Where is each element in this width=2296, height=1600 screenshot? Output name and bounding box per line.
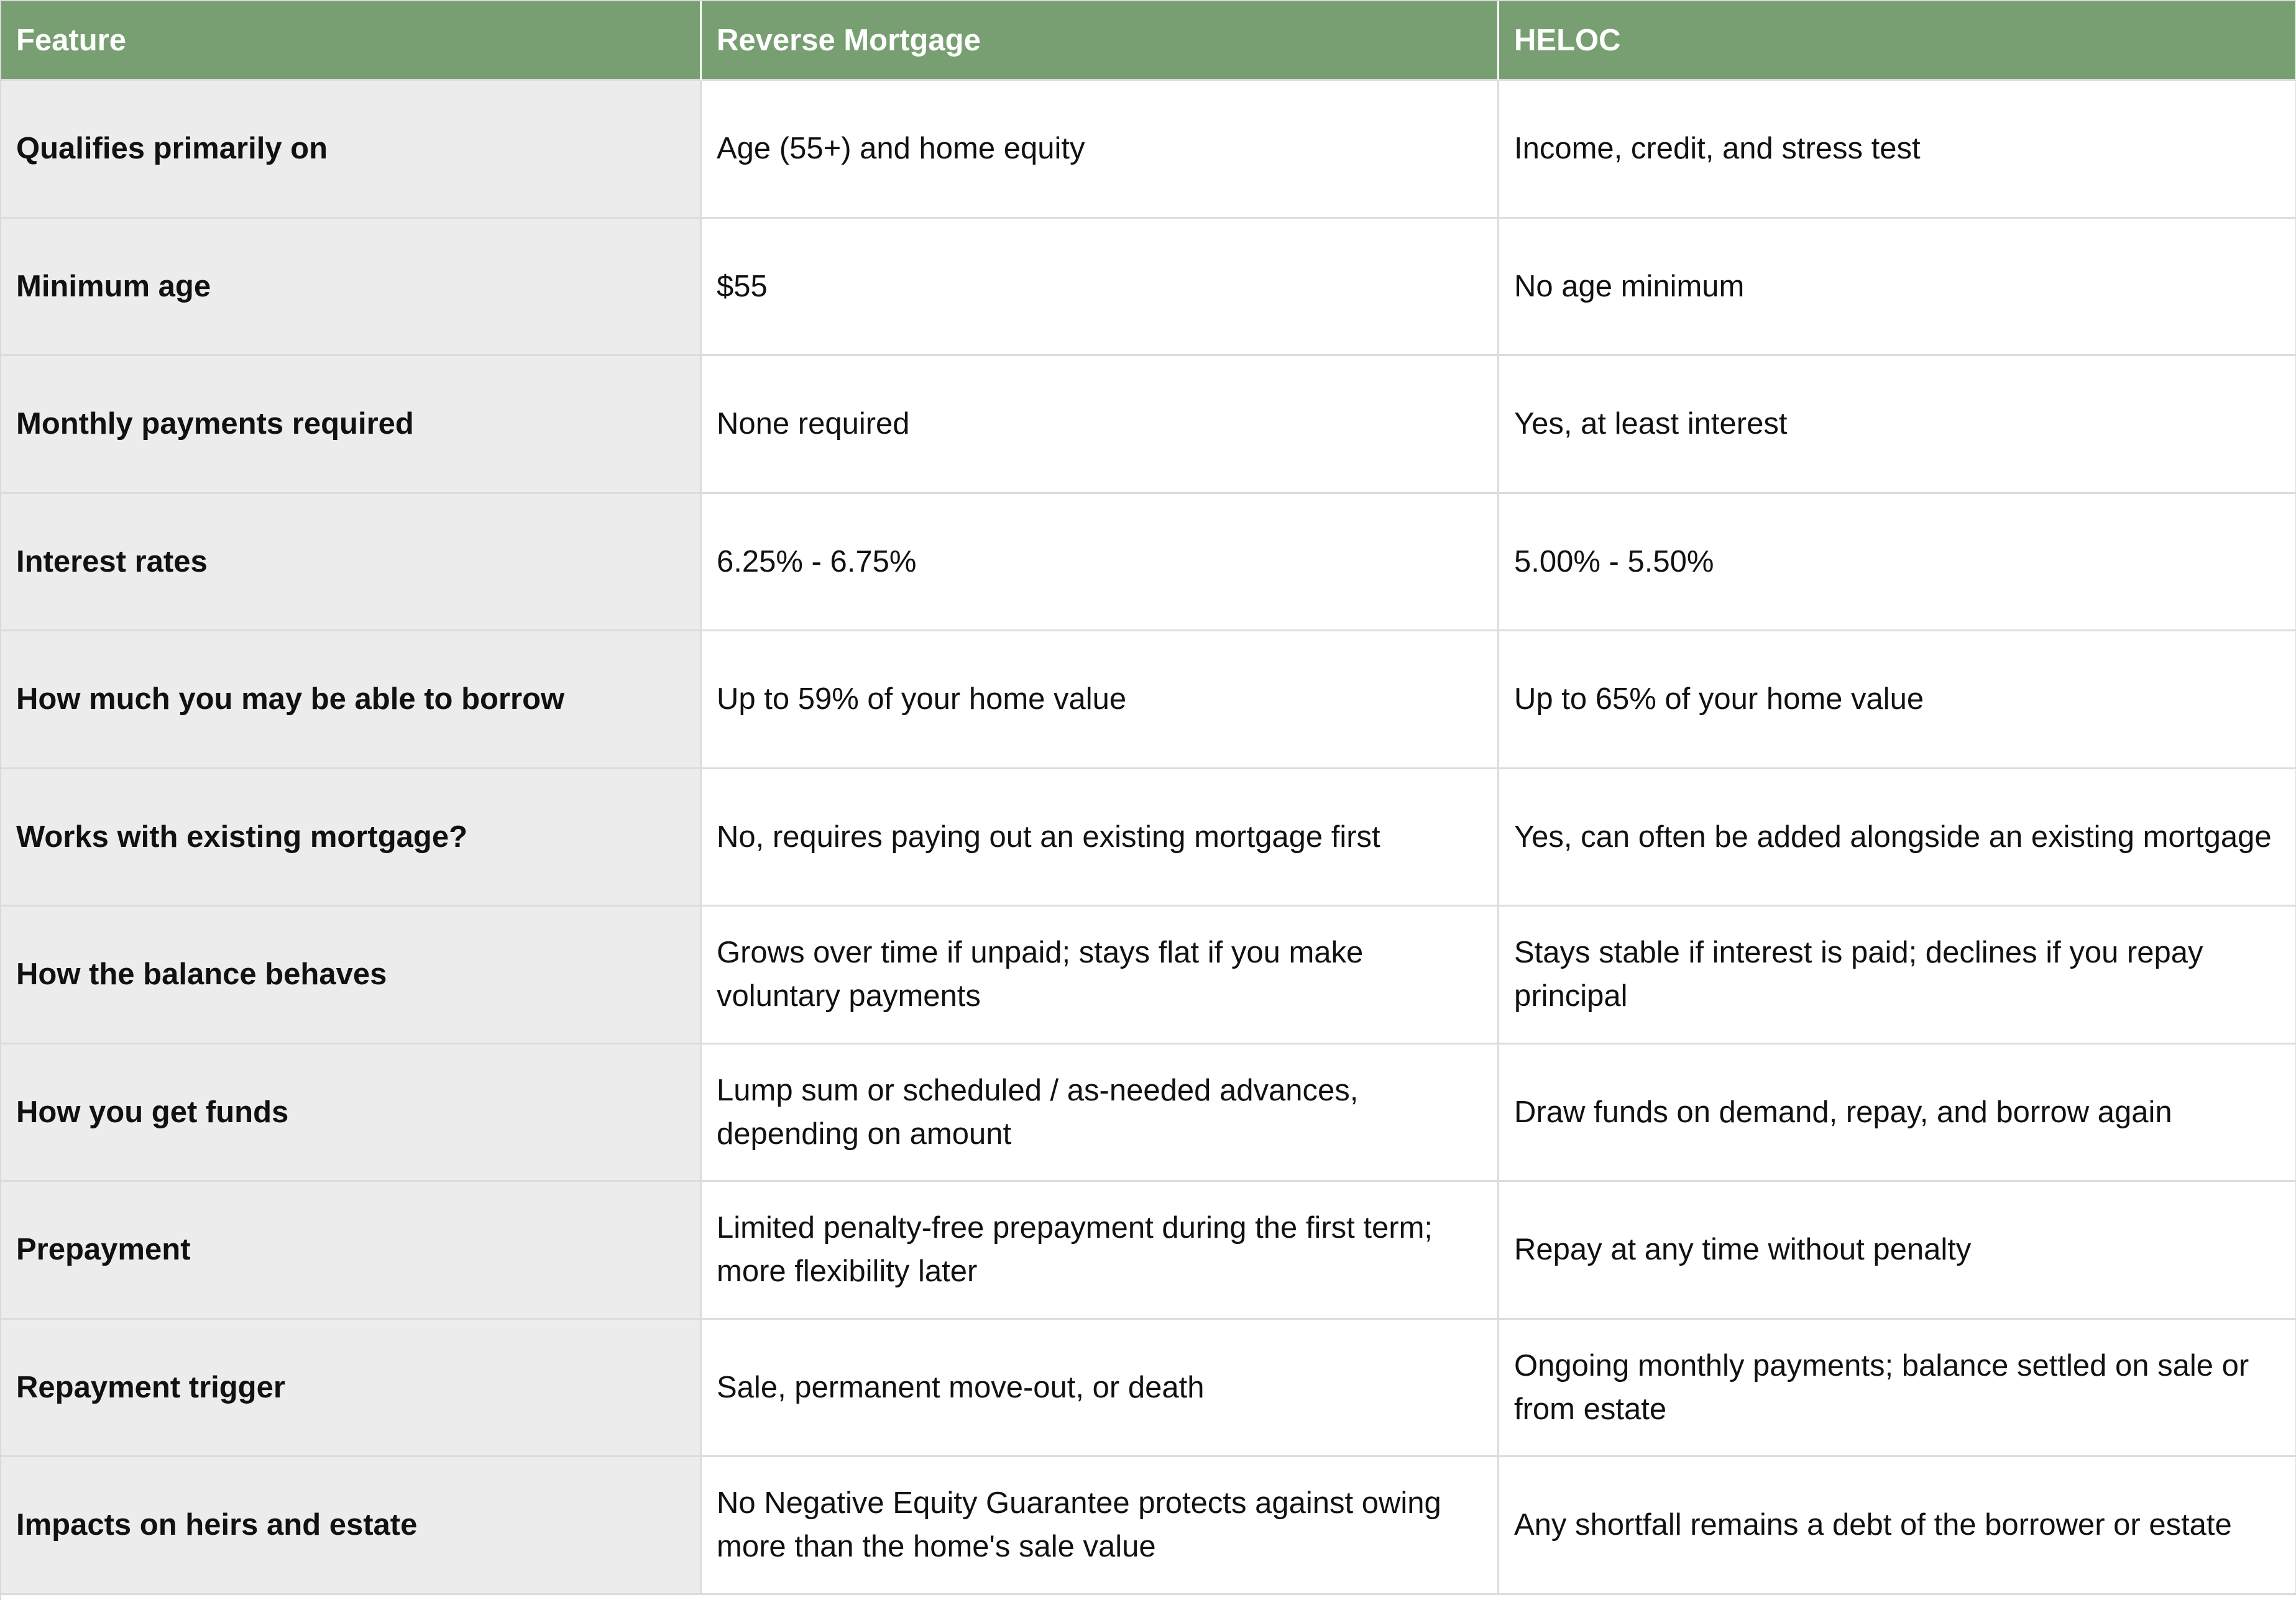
table-row-8-reverse: [702, 1182, 1499, 1320]
row-7-reverse-text: Lump sum or scheduled / as-needed advances, depending on amount: [717, 1073, 1359, 1151]
row-5-feature-text: Works with existing mortgage?: [16, 820, 468, 854]
row-0-heloc-text: Income, credit, and stress test: [1514, 132, 1921, 166]
table-row-1-heloc: [1499, 219, 2296, 357]
table-row-6-heloc: [1499, 907, 2296, 1045]
row-9-heloc-text: Ongoing monthly payments; balance settled on sale or from estate: [1514, 1348, 2249, 1426]
header-feature-label: Feature: [16, 23, 127, 57]
row-9-reverse-text: Sale, permanent move-out, or death: [717, 1370, 1205, 1404]
table-row-5-reverse: [702, 769, 1499, 907]
table-row-0-reverse: [702, 81, 1499, 219]
row-7-heloc-text: Draw funds on demand, repay, and borrow again: [1514, 1095, 2172, 1129]
row-10-feature-text: Impacts on heirs and estate: [16, 1508, 418, 1542]
row-6-reverse-text: Grows over time if unpaid; stays flat if you make voluntary payments: [717, 936, 1364, 1013]
table-row-9-feature: [1, 1320, 702, 1458]
row-3-heloc-text: 5.00% - 5.50%: [1514, 544, 1714, 578]
header-feature: [1, 1, 702, 81]
table-row-5-heloc: [1499, 769, 2296, 907]
table-row-1-feature: [1, 219, 702, 357]
table-row-10-heloc: [1499, 1457, 2296, 1595]
table-row-10-reverse: [702, 1457, 1499, 1595]
row-5-reverse-text: No, requires paying out an existing mortgage first: [717, 820, 1380, 854]
table-row-2-reverse: [702, 356, 1499, 494]
row-1-feature-text: Minimum age: [16, 269, 211, 303]
table-row-6-feature: [1, 907, 702, 1045]
row-8-reverse-text: Limited penalty-free prepayment during the first term; more flexibility later: [717, 1211, 1433, 1289]
table-row-0-heloc: [1499, 81, 2296, 219]
table-row-4-heloc: [1499, 631, 2296, 769]
table-row-8-feature: [1, 1182, 702, 1320]
row-0-feature-text: Qualifies primarily on: [16, 132, 328, 166]
row-7-feature-text: How you get funds: [16, 1095, 289, 1129]
row-4-heloc-text: Up to 65% of your home value: [1514, 682, 1924, 716]
table-row-3-feature: [1, 494, 702, 632]
table-row-6-reverse: [702, 907, 1499, 1045]
table-row-3-reverse: [702, 494, 1499, 632]
table-row-2-feature: [1, 356, 702, 494]
row-1-heloc-text: No age minimum: [1514, 269, 1745, 303]
table-row-1-reverse: [702, 219, 1499, 357]
header-heloc-label: HELOC: [1514, 23, 1621, 57]
row-4-reverse-text: Up to 59% of your home value: [717, 682, 1127, 716]
table-row-7-reverse: [702, 1045, 1499, 1182]
row-3-feature-text: Interest rates: [16, 544, 208, 578]
table-row-2-heloc: [1499, 356, 2296, 494]
table-row-0-feature: [1, 81, 702, 219]
header-reverse-mortgage-label: Reverse Mortgage: [717, 23, 981, 57]
table-row-9-heloc: [1499, 1320, 2296, 1458]
table-row-4-reverse: [702, 631, 1499, 769]
table-row-7-heloc: [1499, 1045, 2296, 1182]
table-row-4-feature: [1, 631, 702, 769]
table-row-7-feature: [1, 1045, 702, 1182]
row-2-heloc-text: Yes, at least interest: [1514, 407, 1788, 441]
row-6-heloc-text: Stays stable if interest is paid; declines if you repay principal: [1514, 936, 2203, 1013]
table-row-5-feature: [1, 769, 702, 907]
row-6-feature-text: How the balance behaves: [16, 958, 387, 992]
row-5-heloc-text: Yes, can often be added alongside an existing mortgage: [1514, 820, 2272, 854]
table-row-8-heloc: [1499, 1182, 2296, 1320]
header-heloc: [1499, 1, 2296, 81]
row-2-feature-text: Monthly payments required: [16, 407, 414, 441]
row-3-reverse-text: 6.25% - 6.75%: [717, 544, 917, 578]
row-4-feature-text: How much you may be able to borrow: [16, 682, 565, 716]
row-8-feature-text: Prepayment: [16, 1233, 191, 1267]
table-row-10-feature: [1, 1457, 702, 1595]
row-10-heloc-text: Any shortfall remains a debt of the borrower or estate: [1514, 1508, 2232, 1542]
row-0-reverse-text: Age (55+) and home equity: [717, 132, 1085, 166]
row-10-reverse-text: No Negative Equity Guarantee protects against owing more than the home's sale value: [717, 1486, 1441, 1564]
table-row-9-reverse: [702, 1320, 1499, 1458]
row-1-reverse-text: $55: [717, 269, 768, 303]
row-9-feature-text: Repayment trigger: [16, 1370, 285, 1404]
table-row-3-heloc: [1499, 494, 2296, 632]
row-2-reverse-text: None required: [717, 407, 910, 441]
header-reverse-mortgage: [702, 1, 1499, 81]
row-8-heloc-text: Repay at any time without penalty: [1514, 1233, 1972, 1267]
